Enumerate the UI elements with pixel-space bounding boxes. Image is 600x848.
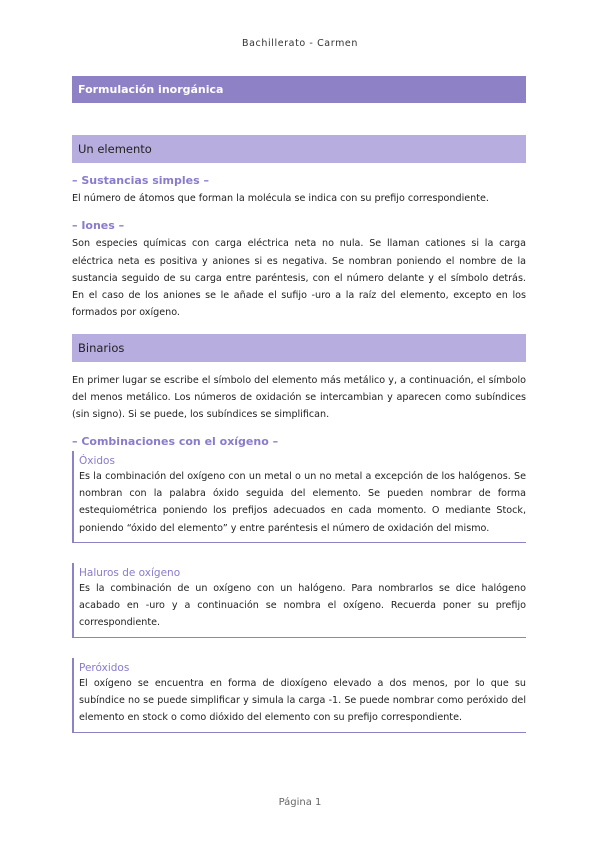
section-heading-binarios: Binarios [72, 334, 526, 362]
paragraph-sustancias-simples: El número de átomos que forman la molécula se indica con su prefijo correspondiente. [72, 193, 489, 204]
section-heading-un-elemento: Un elemento [72, 135, 526, 163]
box-text-haluros-oxigeno: Es la combinación de un oxígeno con un halógeno. Para nombrarlos se dice halógeno acabado en -uro y a continuación se nombra el oxígeno. Recuerda poner su prefijo correspondiente. [79, 582, 526, 629]
page-number: Página 1 [278, 797, 322, 808]
box-haluros-oxigeno [72, 563, 526, 638]
box-title-oxidos: Óxidos [79, 454, 115, 467]
box-title-haluros-oxigeno: Haluros de oxígeno [79, 566, 181, 579]
box-title-peroxidos: Peróxidos [79, 661, 130, 674]
paragraph-binarios-intro: En primer lugar se escribe el símbolo del elemento más metálico y, a continuación, el símbolo del menos metálico. Los números de oxidación se intercambian y aparecen como subíndices (sin signo). Si se puede, los subíndices se simplifican. [72, 374, 526, 421]
document-title: Formulación inorgánica [72, 76, 526, 103]
box-oxidos [72, 451, 526, 543]
page-content [72, 76, 526, 733]
subheading-iones: – Iones – [72, 219, 125, 233]
box-peroxidos [72, 658, 526, 733]
subheading-sustancias-simples: – Sustancias simples – [72, 174, 209, 187]
box-text-peroxidos: El oxígeno se encuentra en forma de dioxígeno elevado a dos menos, por lo que su subíndice no se puede simplificar y simula la carga -1. Se puede nombrar como peróxido del elemento en stock o como dióxido del elemento con su prefijo correspondiente. [79, 677, 526, 724]
subheading-combinaciones-oxigeno: – Combinaciones con el oxígeno – [72, 434, 279, 448]
box-text-oxidos: Es la combinación del oxígeno con un metal o un no metal a excepción de los halógenos. Se nombran con la palabra óxido seguida del elemento. Se pueden nombrar de forma estequiométrica poniendo los prefijos adecuados en cada momento. O mediante Stock, poniendo “óxido del elemento” y entre paréntesis el número de oxidación del mismo. [79, 470, 526, 534]
page-header-note: Bachillerato - Carmen [242, 38, 358, 49]
paragraph-iones: Son especies químicas con carga eléctrica neta no nula. Se llaman cationes si la carga eléctrica neta es positiva y aniones si es negativa. Se nombran poniendo el nombre de la sustancia seguido de su carga entre paréntesis, con el número delante y el símbolo detrás. En el caso de los aniones se le añade el sufijo -uro a la raíz del elemento, excepto en los formados por oxígeno. [72, 238, 526, 319]
